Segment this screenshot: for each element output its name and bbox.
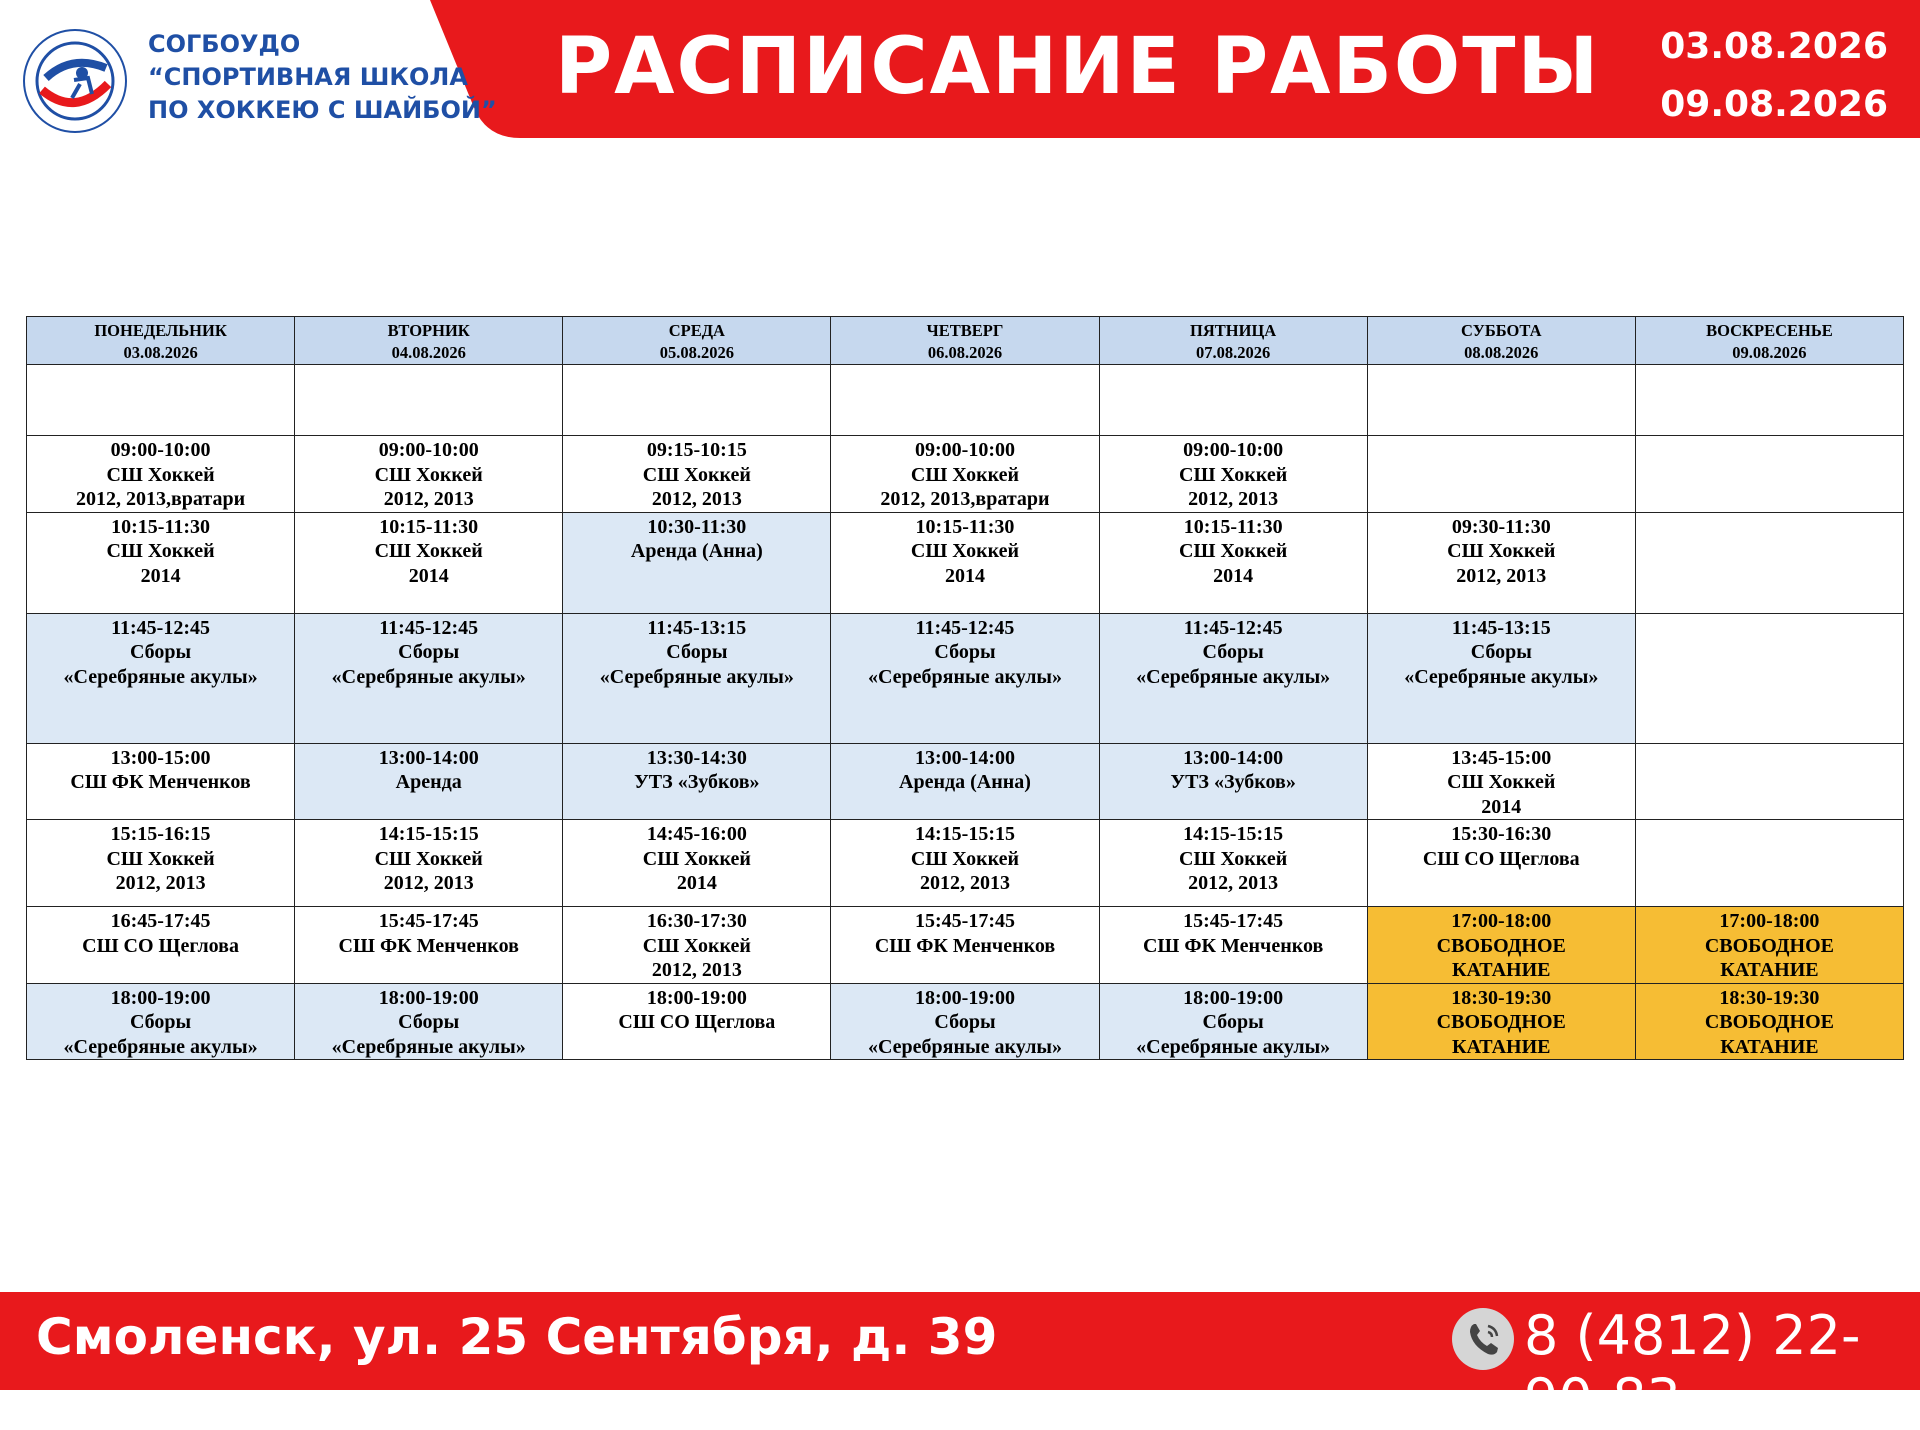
session-time: 16:45-17:45: [110, 910, 211, 932]
header: [0, 0, 1920, 138]
schedule-cell: [831, 907, 1099, 984]
session-text: УТЗ «Зубков»: [1170, 771, 1296, 793]
session-time: 18:00-19:00: [915, 986, 1015, 1009]
schedule-cell: [1367, 820, 1635, 907]
schedule-cell: [295, 983, 563, 1060]
schedule-cell: [1635, 436, 1903, 513]
schedule-cell: [27, 907, 295, 984]
schedule-cell: [831, 983, 1099, 1060]
schedule-cell: [1099, 907, 1367, 984]
day-date: 06.08.2026: [927, 343, 1003, 362]
session-text: 2012, 2013: [383, 488, 474, 510]
schedule-cell: [1099, 743, 1367, 820]
schedule-cell: [295, 907, 563, 984]
schedule-cell: [295, 365, 563, 436]
schedule-cell: [563, 743, 831, 820]
day-date: 09.08.2026: [1732, 343, 1807, 362]
day-name: ПЯТНИЦА: [1190, 321, 1277, 340]
session-text: Сборы: [1202, 1011, 1264, 1033]
schedule-cell: [1099, 436, 1367, 513]
schedule-cell: [563, 907, 831, 984]
session-time: 11:45-12:45: [915, 616, 1015, 639]
session-text: СВОБОДНОЕ: [1436, 934, 1566, 957]
session-time: 15:45-17:45: [1183, 910, 1284, 932]
session-text: «Серебряные акулы»: [63, 1035, 258, 1058]
session-text: «Серебряные акулы»: [867, 665, 1063, 688]
session-text: Аренда (Анна): [899, 771, 1031, 793]
session-text: СШ ФК Менченков: [338, 934, 519, 957]
schedule-cell: [563, 613, 831, 743]
schedule-cell: [1367, 512, 1635, 613]
day-name: СУББОТА: [1461, 321, 1542, 340]
session-time: 17:00-18:00: [1451, 910, 1552, 932]
session-text: СШ Хоккей: [374, 847, 483, 870]
date-from: 03.08.2026: [1660, 26, 1888, 67]
phone-icon: [1452, 1308, 1514, 1370]
table-row: [27, 983, 1904, 1060]
session-time: 15:15-16:15: [110, 823, 211, 845]
session-text: КАТАНИЕ: [1720, 959, 1819, 981]
session-text: СШ Хоккей: [642, 934, 751, 957]
day-name: ВТОРНИК: [387, 321, 470, 340]
session-text: «Серебряные акулы»: [1136, 1035, 1331, 1058]
session-time: 13:30-14:30: [646, 746, 747, 769]
day-header: [27, 317, 295, 365]
session-text: «Серебряные акулы»: [1136, 665, 1331, 688]
schedule-cell: [27, 983, 295, 1060]
session-time: 09:00-10:00: [915, 439, 1015, 461]
session-text: СШ Хоккей: [374, 540, 483, 562]
table-header-row: [27, 317, 1904, 365]
table-row: [27, 613, 1904, 743]
day-date: 04.08.2026: [391, 343, 466, 362]
session-text: 2014: [676, 872, 717, 894]
day-header: [1635, 317, 1903, 365]
session-text: Сборы: [934, 1011, 996, 1033]
session-time: 15:45-17:45: [378, 910, 479, 932]
session-text: 2012, 2013: [1188, 488, 1279, 510]
day-name: СРЕДА: [668, 321, 725, 340]
session-text: 2014: [1213, 564, 1254, 587]
session-time: 10:15-11:30: [915, 515, 1015, 538]
schedule-cell: [27, 820, 295, 907]
day-header: [563, 317, 831, 365]
schedule-cell: [1635, 983, 1903, 1060]
session-time: 13:00-14:00: [915, 746, 1015, 769]
session-text: Сборы: [1202, 641, 1264, 663]
schedule-cell: [295, 743, 563, 820]
table-row: [27, 436, 1904, 513]
schedule-cell: [27, 365, 295, 436]
day-name: ЧЕТВЕРГ: [926, 321, 1004, 340]
table-row: [27, 820, 1904, 907]
schedule-cell: [563, 365, 831, 436]
session-time: 14:15-15:15: [378, 823, 479, 845]
session-text: СШ Хоккей: [106, 463, 215, 486]
session-text: 2012, 2013: [1188, 872, 1279, 894]
session-text: «Серебряные акулы»: [599, 665, 794, 688]
page-title: РАСПИСАНИЕ РАБОТЫ: [555, 22, 1601, 112]
session-text: 2012, 2013,вратари: [880, 488, 1050, 510]
session-text: 2014: [1481, 795, 1522, 818]
schedule-cell: [831, 512, 1099, 613]
schedule-cell: [27, 512, 295, 613]
session-time: 18:00-19:00: [110, 986, 211, 1009]
session-text: СШ СО Щеглова: [1422, 847, 1580, 870]
session-text: «Серебряные акулы»: [867, 1035, 1063, 1058]
session-text: СШ Хоккей: [106, 847, 215, 870]
session-text: СШ Хоккей: [1179, 463, 1288, 486]
footer: [0, 1292, 1920, 1430]
day-date: 08.08.2026: [1464, 343, 1539, 362]
schedule-cell: [563, 983, 831, 1060]
schedule-cell: [1099, 365, 1367, 436]
schedule-cell: [295, 436, 563, 513]
day-header: [1099, 317, 1367, 365]
session-text: Аренда: [395, 771, 462, 793]
session-text: 2012, 2013: [651, 959, 742, 981]
session-time: 11:45-12:45: [1183, 616, 1283, 639]
day-date: 03.08.2026: [123, 343, 198, 362]
session-time: 18:00-19:00: [646, 986, 747, 1009]
org-line-2: “СПОРТИВНАЯ ШКОЛА: [148, 63, 468, 91]
session-time: 16:30-17:30: [646, 910, 747, 932]
schedule-cell: [1099, 613, 1367, 743]
session-text: Сборы: [129, 641, 192, 663]
schedule-cell: [831, 436, 1099, 513]
schedule-cell: [1635, 743, 1903, 820]
schedule-cell: [27, 613, 295, 743]
session-text: СШ СО Щеглова: [82, 934, 239, 957]
table-body: [27, 365, 1904, 1060]
session-text: СВОБОДНОЕ: [1704, 1011, 1835, 1033]
session-text: СШ Хоккей: [106, 540, 215, 562]
session-text: СШ Хоккей: [910, 847, 1020, 870]
session-text: 2014: [408, 564, 449, 587]
session-text: 2012, 2013: [115, 872, 206, 894]
date-range: [1660, 18, 1888, 134]
day-name: ПОНЕДЕЛЬНИК: [94, 321, 227, 340]
schedule-cell: [563, 512, 831, 613]
table-row: [27, 365, 1904, 436]
schedule-cell: [1635, 820, 1903, 907]
session-time: 18:00-19:00: [378, 986, 479, 1009]
session-time: 09:30-11:30: [1451, 515, 1551, 538]
session-time: 17:00-18:00: [1719, 910, 1820, 932]
session-text: СШ ФК Менченков: [70, 771, 251, 793]
day-date: 05.08.2026: [659, 343, 734, 362]
session-time: 13:00-14:00: [378, 746, 479, 769]
schedule-cell: [831, 820, 1099, 907]
schedule-cell: [831, 365, 1099, 436]
session-text: СШ Хоккей: [1179, 540, 1288, 562]
session-time: 18:30-19:30: [1451, 986, 1552, 1009]
session-time: 13:00-15:00: [110, 746, 211, 769]
session-text: 2014: [140, 564, 181, 587]
session-text: Аренда (Анна): [630, 540, 763, 562]
session-text: СШ Хоккей: [910, 540, 1020, 562]
schedule-cell: [1099, 820, 1367, 907]
session-text: СШ Хоккей: [642, 847, 751, 870]
schedule-cell: [1099, 512, 1367, 613]
schedule-cell: [831, 613, 1099, 743]
school-logo-icon: [22, 28, 128, 134]
session-time: 13:00-14:00: [1183, 746, 1284, 769]
schedule-cell: [1367, 907, 1635, 984]
schedule-cell: [1367, 365, 1635, 436]
session-text: СШ Хоккей: [642, 463, 751, 486]
session-time: 14:15-15:15: [1183, 823, 1284, 845]
session-time: 18:00-19:00: [1183, 986, 1284, 1009]
schedule-cell: [27, 743, 295, 820]
session-time: 15:45-17:45: [915, 910, 1015, 932]
session-text: СШ СО Щеглова: [618, 1011, 776, 1033]
schedule-cell: [27, 436, 295, 513]
phone-number[interactable]: 8 (4812) 22-90-83: [1524, 1304, 1861, 1430]
session-text: СШ Хоккей: [1447, 771, 1556, 793]
day-date: 07.08.2026: [1196, 343, 1271, 362]
session-time: 14:45-16:00: [646, 823, 747, 845]
org-line-1: СОГБОУДО: [148, 30, 301, 58]
schedule-cell: [1367, 613, 1635, 743]
day-header: [1367, 317, 1635, 365]
session-text: СШ ФК Менченков: [1142, 934, 1324, 957]
session-time: 10:15-11:30: [1183, 515, 1283, 538]
session-text: 2012, 2013: [919, 872, 1010, 894]
session-text: «Серебряные акулы»: [331, 1035, 526, 1058]
session-text: «Серебряные акулы»: [331, 665, 526, 688]
session-text: КАТАНИЕ: [1452, 1035, 1551, 1058]
session-text: Сборы: [129, 1011, 192, 1033]
schedule-cell: [1635, 907, 1903, 984]
session-text: 2014: [944, 564, 985, 587]
date-to: 09.08.2026: [1660, 84, 1888, 125]
schedule-cell: [1367, 743, 1635, 820]
schedule-cell: [295, 613, 563, 743]
session-text: КАТАНИЕ: [1452, 959, 1551, 981]
session-text: «Серебряные акулы»: [63, 665, 258, 688]
session-time: 11:45-13:15: [647, 616, 747, 639]
session-time: 11:45-13:15: [1451, 616, 1551, 639]
schedule-cell: [1367, 436, 1635, 513]
session-time: 10:15-11:30: [111, 515, 211, 538]
session-text: СШ Хоккей: [1179, 847, 1288, 870]
session-text: «Серебряные акулы»: [1404, 665, 1599, 688]
session-text: УТЗ «Зубков»: [634, 771, 760, 793]
session-text: Сборы: [398, 1011, 460, 1033]
session-time: 09:00-10:00: [110, 439, 211, 461]
schedule-cell: [563, 436, 831, 513]
session-text: СВОБОДНОЕ: [1436, 1011, 1566, 1033]
session-text: 2012, 2013: [651, 488, 742, 510]
session-time: 09:15-10:15: [646, 439, 747, 461]
session-time: 09:00-10:00: [1183, 439, 1284, 461]
schedule-cell: [563, 820, 831, 907]
session-text: Сборы: [398, 641, 460, 663]
org-line-3: ПО ХОККЕЮ С ШАЙБОЙ”: [148, 96, 497, 124]
schedule-cell: [1099, 983, 1367, 1060]
schedule-table: [26, 316, 1904, 1060]
session-time: 09:00-10:00: [378, 439, 479, 461]
table-row: [27, 907, 1904, 984]
address: Смоленск, ул. 25 Сентября, д. 39: [36, 1308, 998, 1366]
session-text: СШ Хоккей: [374, 463, 483, 486]
session-time: 11:45-12:45: [379, 616, 479, 639]
organization-name: [148, 28, 497, 127]
session-text: 2012, 2013: [1456, 564, 1547, 587]
schedule-cell: [1367, 983, 1635, 1060]
table-row: [27, 512, 1904, 613]
session-text: СШ Хоккей: [1447, 540, 1556, 562]
session-time: 10:15-11:30: [379, 515, 479, 538]
session-time: 10:30-11:30: [647, 515, 747, 538]
day-header: [831, 317, 1099, 365]
session-text: Сборы: [934, 641, 996, 663]
session-text: Сборы: [1470, 641, 1532, 663]
session-text: 2012, 2013,вратари: [76, 488, 246, 510]
session-time: 11:45-12:45: [111, 616, 211, 639]
day-header: [295, 317, 563, 365]
session-text: СШ Хоккей: [910, 463, 1020, 486]
session-text: КАТАНИЕ: [1720, 1035, 1819, 1058]
session-text: Сборы: [666, 641, 728, 663]
session-time: 14:15-15:15: [915, 823, 1015, 845]
session-time: 13:45-15:00: [1451, 746, 1552, 769]
schedule-cell: [295, 512, 563, 613]
schedule-cell: [1635, 365, 1903, 436]
session-text: СВОБОДНОЕ: [1704, 934, 1835, 957]
session-time: 15:30-16:30: [1451, 823, 1552, 845]
session-text: 2012, 2013: [383, 872, 474, 894]
session-text: СШ ФК Менченков: [874, 934, 1056, 957]
schedule-cell: [295, 820, 563, 907]
session-time: 18:30-19:30: [1719, 986, 1820, 1009]
schedule-cell: [831, 743, 1099, 820]
table-row: [27, 743, 1904, 820]
schedule-cell: [1635, 512, 1903, 613]
schedule-table-wrapper: [26, 316, 1904, 1060]
schedule-cell: [1635, 613, 1903, 743]
day-name: ВОСКРЕСЕНЬЕ: [1706, 321, 1833, 340]
